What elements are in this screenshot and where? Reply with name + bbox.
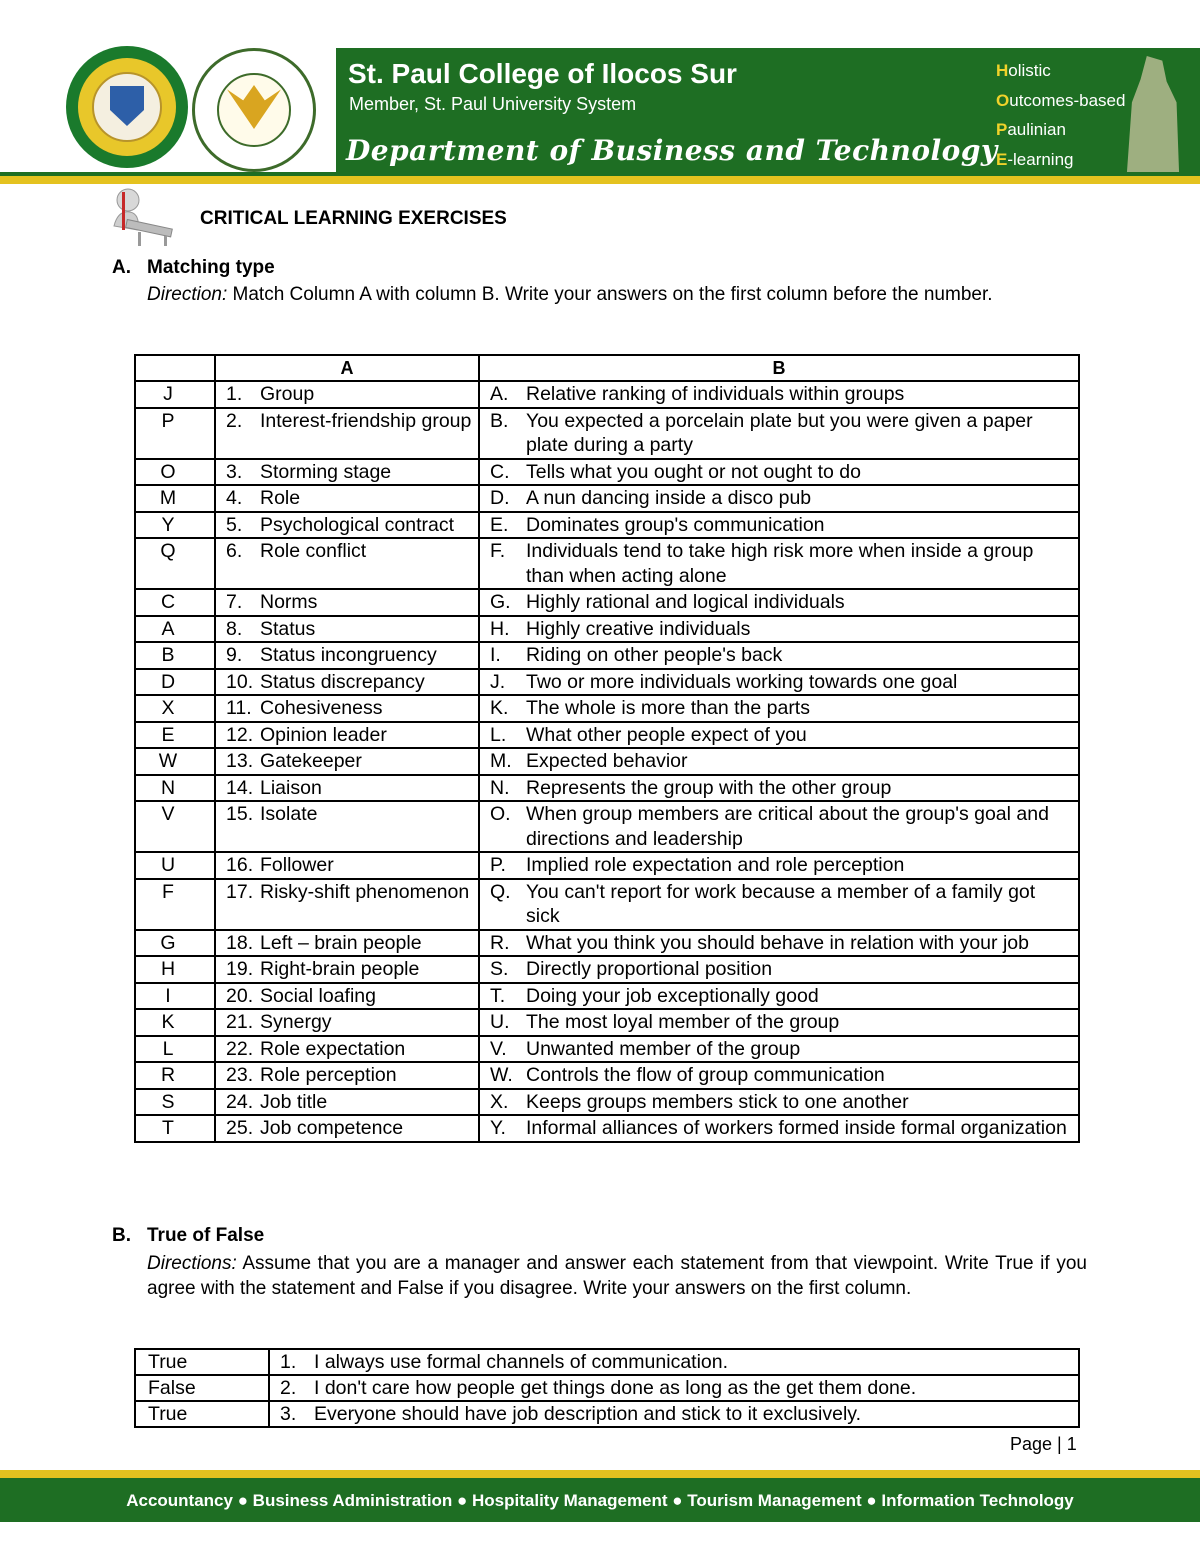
answer-cell[interactable]: D	[135, 669, 215, 696]
section-a-title: Matching type	[147, 257, 275, 278]
answer-cell[interactable]: J	[135, 381, 215, 408]
answer-cell[interactable]: G	[135, 930, 215, 957]
definition-cell: V. Unwanted member of the group	[479, 1036, 1079, 1063]
answer-cell[interactable]: L	[135, 1036, 215, 1063]
definition-cell: K. The whole is more than the parts	[479, 695, 1079, 722]
definition-cell: T. Doing your job exceptionally good	[479, 983, 1079, 1010]
term-cell: 17. Risky-shift phenomenon	[215, 879, 479, 930]
hope-line: Paulinian	[996, 120, 1066, 139]
definition-cell: W. Controls the flow of group communication	[479, 1062, 1079, 1089]
table-row	[135, 589, 1079, 616]
definition-cell: J. Two or more individuals working towards one goal	[479, 669, 1079, 696]
answer-column-header	[135, 355, 215, 381]
term-cell: 3. Storming stage	[215, 459, 479, 486]
term-cell: 9. Status incongruency	[215, 642, 479, 669]
definition-cell: X. Keeps groups members stick to one another	[479, 1089, 1079, 1116]
definition-cell: L. What other people expect of you	[479, 722, 1079, 749]
table-row	[135, 748, 1079, 775]
term-cell: 19. Right-brain people	[215, 956, 479, 983]
table-row	[135, 695, 1079, 722]
answer-cell[interactable]: T	[135, 1115, 215, 1142]
term-cell: 1. Group	[215, 381, 479, 408]
answer-cell[interactable]: O	[135, 459, 215, 486]
matching-table	[134, 354, 1080, 1143]
answer-cell[interactable]: I	[135, 983, 215, 1010]
term-cell: 15. Isolate	[215, 801, 479, 852]
answer-cell[interactable]: N	[135, 775, 215, 802]
table-row	[135, 642, 1079, 669]
table-row	[135, 381, 1079, 408]
term-cell: 7. Norms	[215, 589, 479, 616]
definition-cell: M. Expected behavior	[479, 748, 1079, 775]
answer-cell[interactable]: M	[135, 485, 215, 512]
section-a-marker: A.	[112, 257, 131, 278]
table-row	[135, 1115, 1079, 1142]
hope-line: Holistic	[996, 61, 1051, 80]
term-cell: 21. Synergy	[215, 1009, 479, 1036]
table-row	[135, 801, 1079, 852]
answer-cell[interactable]: K	[135, 1009, 215, 1036]
table-row	[135, 879, 1079, 930]
department-seal-logo	[192, 48, 316, 172]
table-row	[135, 956, 1079, 983]
term-cell: 2. Interest-friendship group	[215, 408, 479, 459]
definition-cell: B. You expected a porcelain plate but you were given a paper plate during a party	[479, 408, 1079, 459]
section-b-marker: B.	[112, 1225, 131, 1246]
term-cell: 20. Social loafing	[215, 983, 479, 1010]
answer-cell[interactable]: R	[135, 1062, 215, 1089]
term-cell: 4. Role	[215, 485, 479, 512]
section-a-direction: Direction: Match Column A with column B. Write your answers on the first column before the number.	[147, 284, 993, 305]
answer-cell[interactable]: W	[135, 748, 215, 775]
answer-cell[interactable]: True	[135, 1401, 269, 1427]
answer-cell[interactable]: A	[135, 616, 215, 643]
term-cell: 23. Role perception	[215, 1062, 479, 1089]
table-row	[135, 1062, 1079, 1089]
term-cell: 18. Left – brain people	[215, 930, 479, 957]
definition-cell: A. Relative ranking of individuals within groups	[479, 381, 1079, 408]
table-row	[135, 616, 1079, 643]
hope-line: E-learning	[996, 149, 1074, 169]
term-cell: 10. Status discrepancy	[215, 669, 479, 696]
section-b-direction: Directions: Assume that you are a manager and answer each statement from that viewpoint. Write True if you agree with the statement and False if you disagree. Write your answers on the first column.	[147, 1253, 1087, 1299]
answer-cell[interactable]: B	[135, 642, 215, 669]
table-row	[135, 1401, 1079, 1427]
header-divider	[0, 176, 1200, 184]
footer-programs: Accountancy ● Business Administration ● Hospitality Management ● Tourism Management ● Information Technology	[0, 1478, 1200, 1522]
answer-cell[interactable]: F	[135, 879, 215, 930]
definition-cell: F. Individuals tend to take high risk more when inside a group than when acting alone	[479, 538, 1079, 589]
table-row	[135, 669, 1079, 696]
term-cell: 22. Role expectation	[215, 1036, 479, 1063]
term-cell: 25. Job competence	[215, 1115, 479, 1142]
answer-cell[interactable]: Q	[135, 538, 215, 589]
table-row	[135, 459, 1079, 486]
definition-cell: U. The most loyal member of the group	[479, 1009, 1079, 1036]
definition-cell: O. When group members are critical about the group's goal and directions and leadership	[479, 801, 1079, 852]
definition-cell: G. Highly rational and logical individuals	[479, 589, 1079, 616]
answer-cell[interactable]: S	[135, 1089, 215, 1116]
definition-cell: I. Riding on other people's back	[479, 642, 1079, 669]
answer-cell[interactable]: U	[135, 852, 215, 879]
answer-cell[interactable]: V	[135, 801, 215, 852]
section-b-heading	[112, 1225, 265, 1247]
definition-cell: Q. You can't report for work because a member of a family got sick	[479, 879, 1079, 930]
table-row	[135, 930, 1079, 957]
column-b-header: B	[479, 355, 1079, 381]
hope-line: Outcomes-based	[996, 90, 1126, 110]
term-cell: 6. Role conflict	[215, 538, 479, 589]
term-cell: 5. Psychological contract	[215, 512, 479, 539]
table-row	[135, 1349, 1079, 1375]
definition-cell: D. A nun dancing inside a disco pub	[479, 485, 1079, 512]
definition-cell: N. Represents the group with the other group	[479, 775, 1079, 802]
definition-cell: P. Implied role expectation and role perception	[479, 852, 1079, 879]
term-cell: 8. Status	[215, 616, 479, 643]
definition-cell: Y. Informal alliances of workers formed inside formal organization	[479, 1115, 1079, 1142]
term-cell: 14. Liaison	[215, 775, 479, 802]
definition-cell: R. What you think you should behave in relation with your job	[479, 930, 1079, 957]
table-row	[135, 1036, 1079, 1063]
table-row	[135, 1375, 1079, 1401]
section-b-title: True of False	[147, 1225, 265, 1246]
table-row	[135, 538, 1079, 589]
column-a-header: A	[215, 355, 479, 381]
table-row	[135, 983, 1079, 1010]
hope-acronym	[996, 56, 1125, 174]
answer-cell[interactable]: E	[135, 722, 215, 749]
statement-cell: 1. I always use formal channels of communication.	[269, 1349, 1079, 1375]
statement-cell: 2. I don't care how people get things done as long as the get them done.	[269, 1375, 1079, 1401]
college-name: St. Paul College of Ilocos Sur	[348, 58, 737, 89]
definition-cell: H. Highly creative individuals	[479, 616, 1079, 643]
term-cell: 13. Gatekeeper	[215, 748, 479, 775]
term-cell: 12. Opinion leader	[215, 722, 479, 749]
true-false-table	[134, 1348, 1080, 1428]
table-row	[135, 722, 1079, 749]
answer-cell[interactable]: True	[135, 1349, 269, 1375]
answer-cell[interactable]: X	[135, 695, 215, 722]
college-seal-logo	[66, 46, 188, 168]
table-row	[135, 1089, 1079, 1116]
table-row	[135, 775, 1079, 802]
table-row	[135, 1009, 1079, 1036]
department-name: Department of Business and Technology	[346, 134, 998, 167]
statement-cell: 3. Everyone should have job description and stick to it exclusively.	[269, 1401, 1079, 1427]
answer-cell[interactable]: C	[135, 589, 215, 616]
definition-cell: E. Dominates group's communication	[479, 512, 1079, 539]
answer-cell[interactable]: P	[135, 408, 215, 459]
term-cell: 11. Cohesiveness	[215, 695, 479, 722]
term-cell: 24. Job title	[215, 1089, 479, 1116]
table-row	[135, 852, 1079, 879]
section-a-heading	[112, 257, 275, 279]
page-number: Page | 1	[1010, 1434, 1077, 1454]
definition-cell: S. Directly proportional position	[479, 956, 1079, 983]
answer-cell[interactable]: H	[135, 956, 215, 983]
footer-divider	[0, 1470, 1200, 1478]
answer-cell[interactable]: False	[135, 1375, 269, 1401]
table-row	[135, 512, 1079, 539]
table-row	[135, 485, 1079, 512]
answer-cell[interactable]: Y	[135, 512, 215, 539]
table-row	[135, 408, 1079, 459]
definition-cell: C. Tells what you ought or not ought to do	[479, 459, 1079, 486]
student-desk-icon	[108, 186, 180, 248]
member-line: Member, St. Paul University System	[349, 94, 637, 114]
exercise-title: CRITICAL LEARNING EXERCISES	[200, 208, 507, 229]
term-cell: 16. Follower	[215, 852, 479, 879]
